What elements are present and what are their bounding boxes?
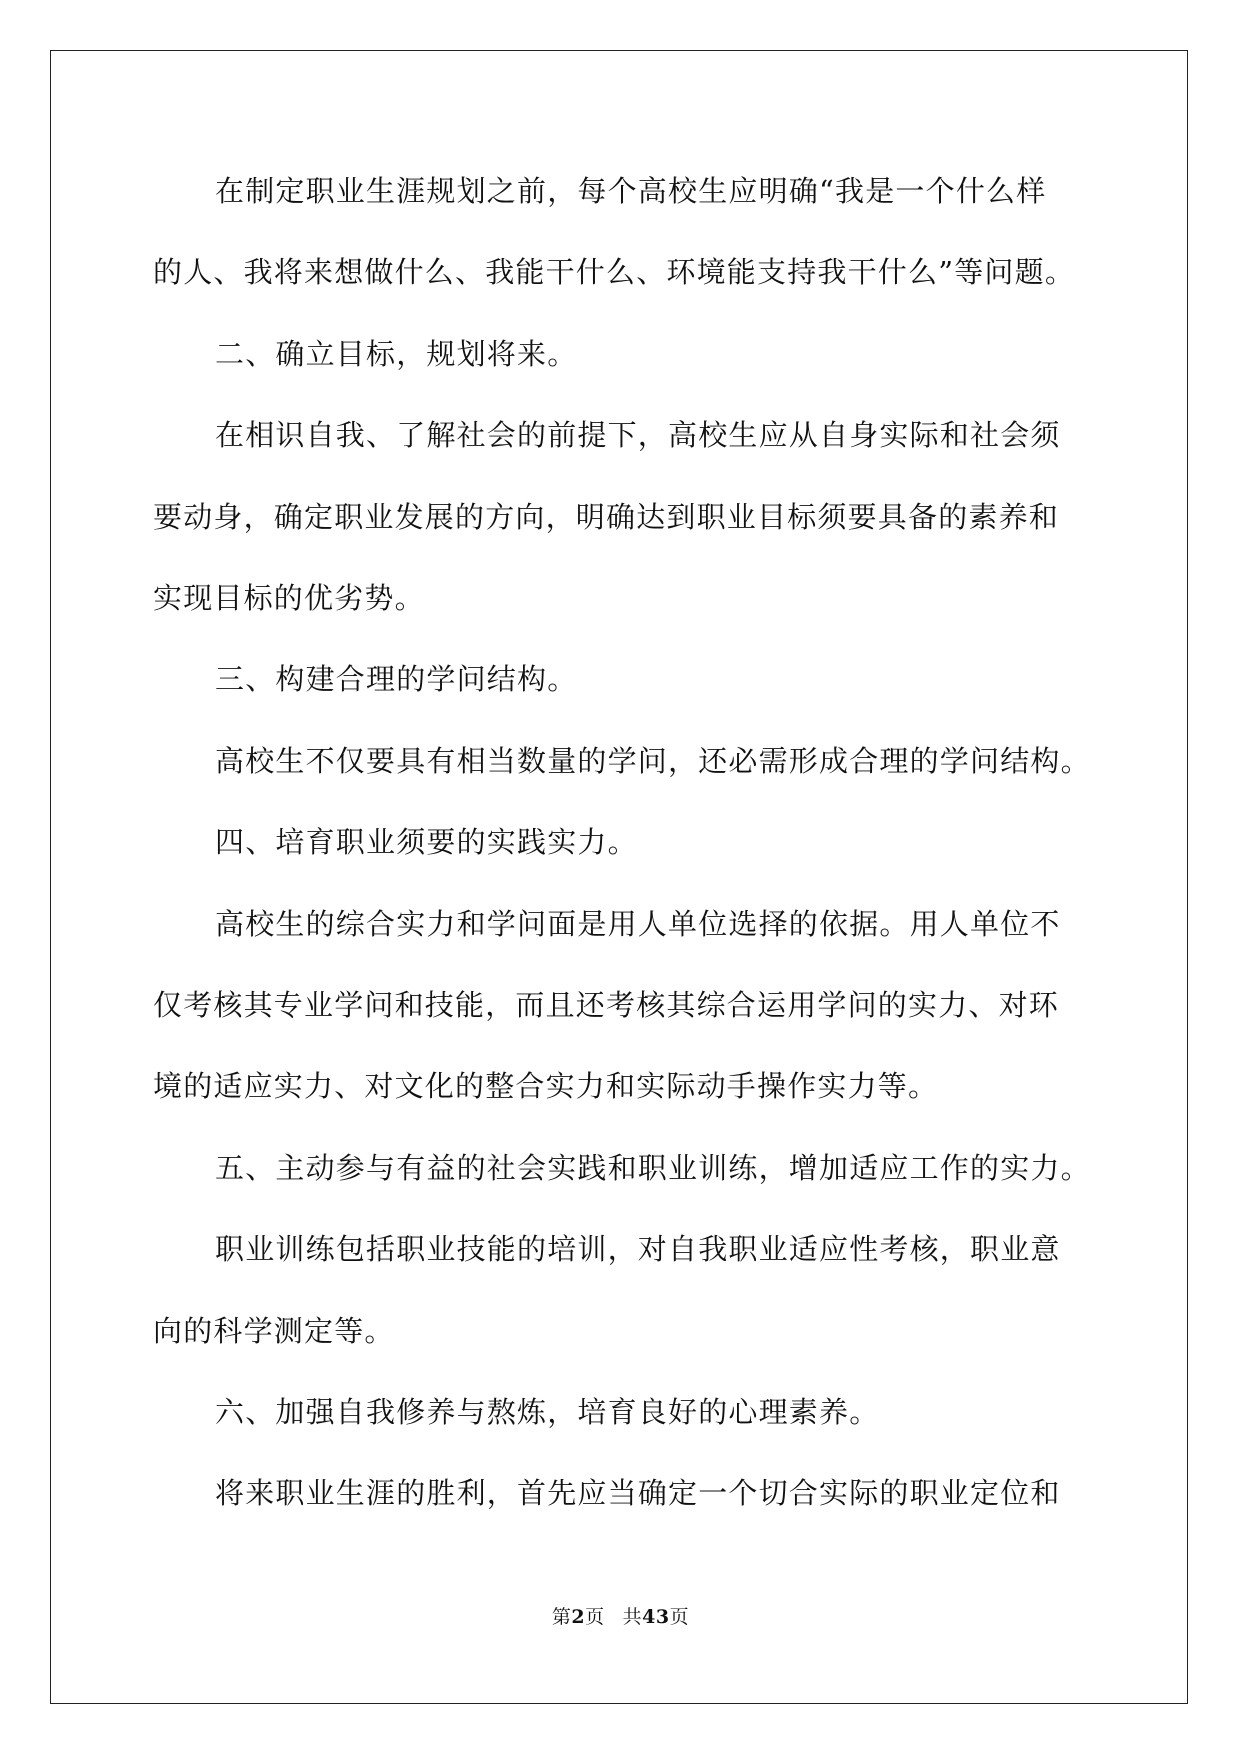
paragraph-line: 在相识自我、了解社会的前提下，高校生应从自身实际和社会须 xyxy=(215,418,1061,452)
paragraph-line: 要动身，确定职业发展的方向，明确达到职业目标须要具备的素养和 xyxy=(153,500,1060,534)
paragraph-line: 仅考核其专业学问和技能，而且还考核其综合运用学问的实力、对环 xyxy=(153,988,1060,1022)
page-border xyxy=(50,50,1188,1704)
paragraph-line: 实现目标的优劣势。 xyxy=(153,581,425,615)
paragraph-line: 向的科学测定等。 xyxy=(153,1314,395,1348)
paragraph-line: 在制定职业生涯规划之前，每个高校生应明确“我是一个什么样 xyxy=(215,174,1047,208)
section-heading: 三、构建合理的学问结构。 xyxy=(215,662,578,696)
page-number: 2 xyxy=(571,1606,586,1628)
section-heading: 五、主动参与有益的社会实践和职业训练，增加适应工作的实力。 xyxy=(215,1151,1091,1185)
paragraph-line: 将来职业生涯的胜利，首先应当确定一个切合实际的职业定位和 xyxy=(215,1476,1061,1510)
total-suffix: 页 xyxy=(669,1606,690,1628)
page-footer xyxy=(0,1605,1241,1629)
section-heading: 六、加强自我修养与熬炼，培育良好的心理素养。 xyxy=(215,1395,880,1429)
paragraph-line: 境的适应实力、对文化的整合实力和实际动手操作实力等。 xyxy=(153,1069,939,1103)
section-heading: 四、培育职业须要的实践实力。 xyxy=(215,825,638,859)
page-suffix: 页 xyxy=(585,1606,605,1628)
total-pages: 43 xyxy=(642,1606,670,1628)
paragraph-line: 高校生的综合实力和学问面是用人单位选择的依据。用人单位不 xyxy=(215,907,1061,941)
paragraph-line: 的人、我将来想做什么、我能干什么、环境能支持我干什么”等问题。 xyxy=(153,255,1076,289)
page-prefix: 第 xyxy=(551,1606,572,1628)
total-prefix: 共 xyxy=(622,1606,643,1628)
section-heading: 二、确立目标，规划将来。 xyxy=(215,337,578,371)
paragraph-line: 高校生不仅要具有相当数量的学问，还必需形成合理的学问结构。 xyxy=(215,744,1091,778)
paragraph-line: 职业训练包括职业技能的培训，对自我职业适应性考核，职业意 xyxy=(215,1232,1061,1266)
